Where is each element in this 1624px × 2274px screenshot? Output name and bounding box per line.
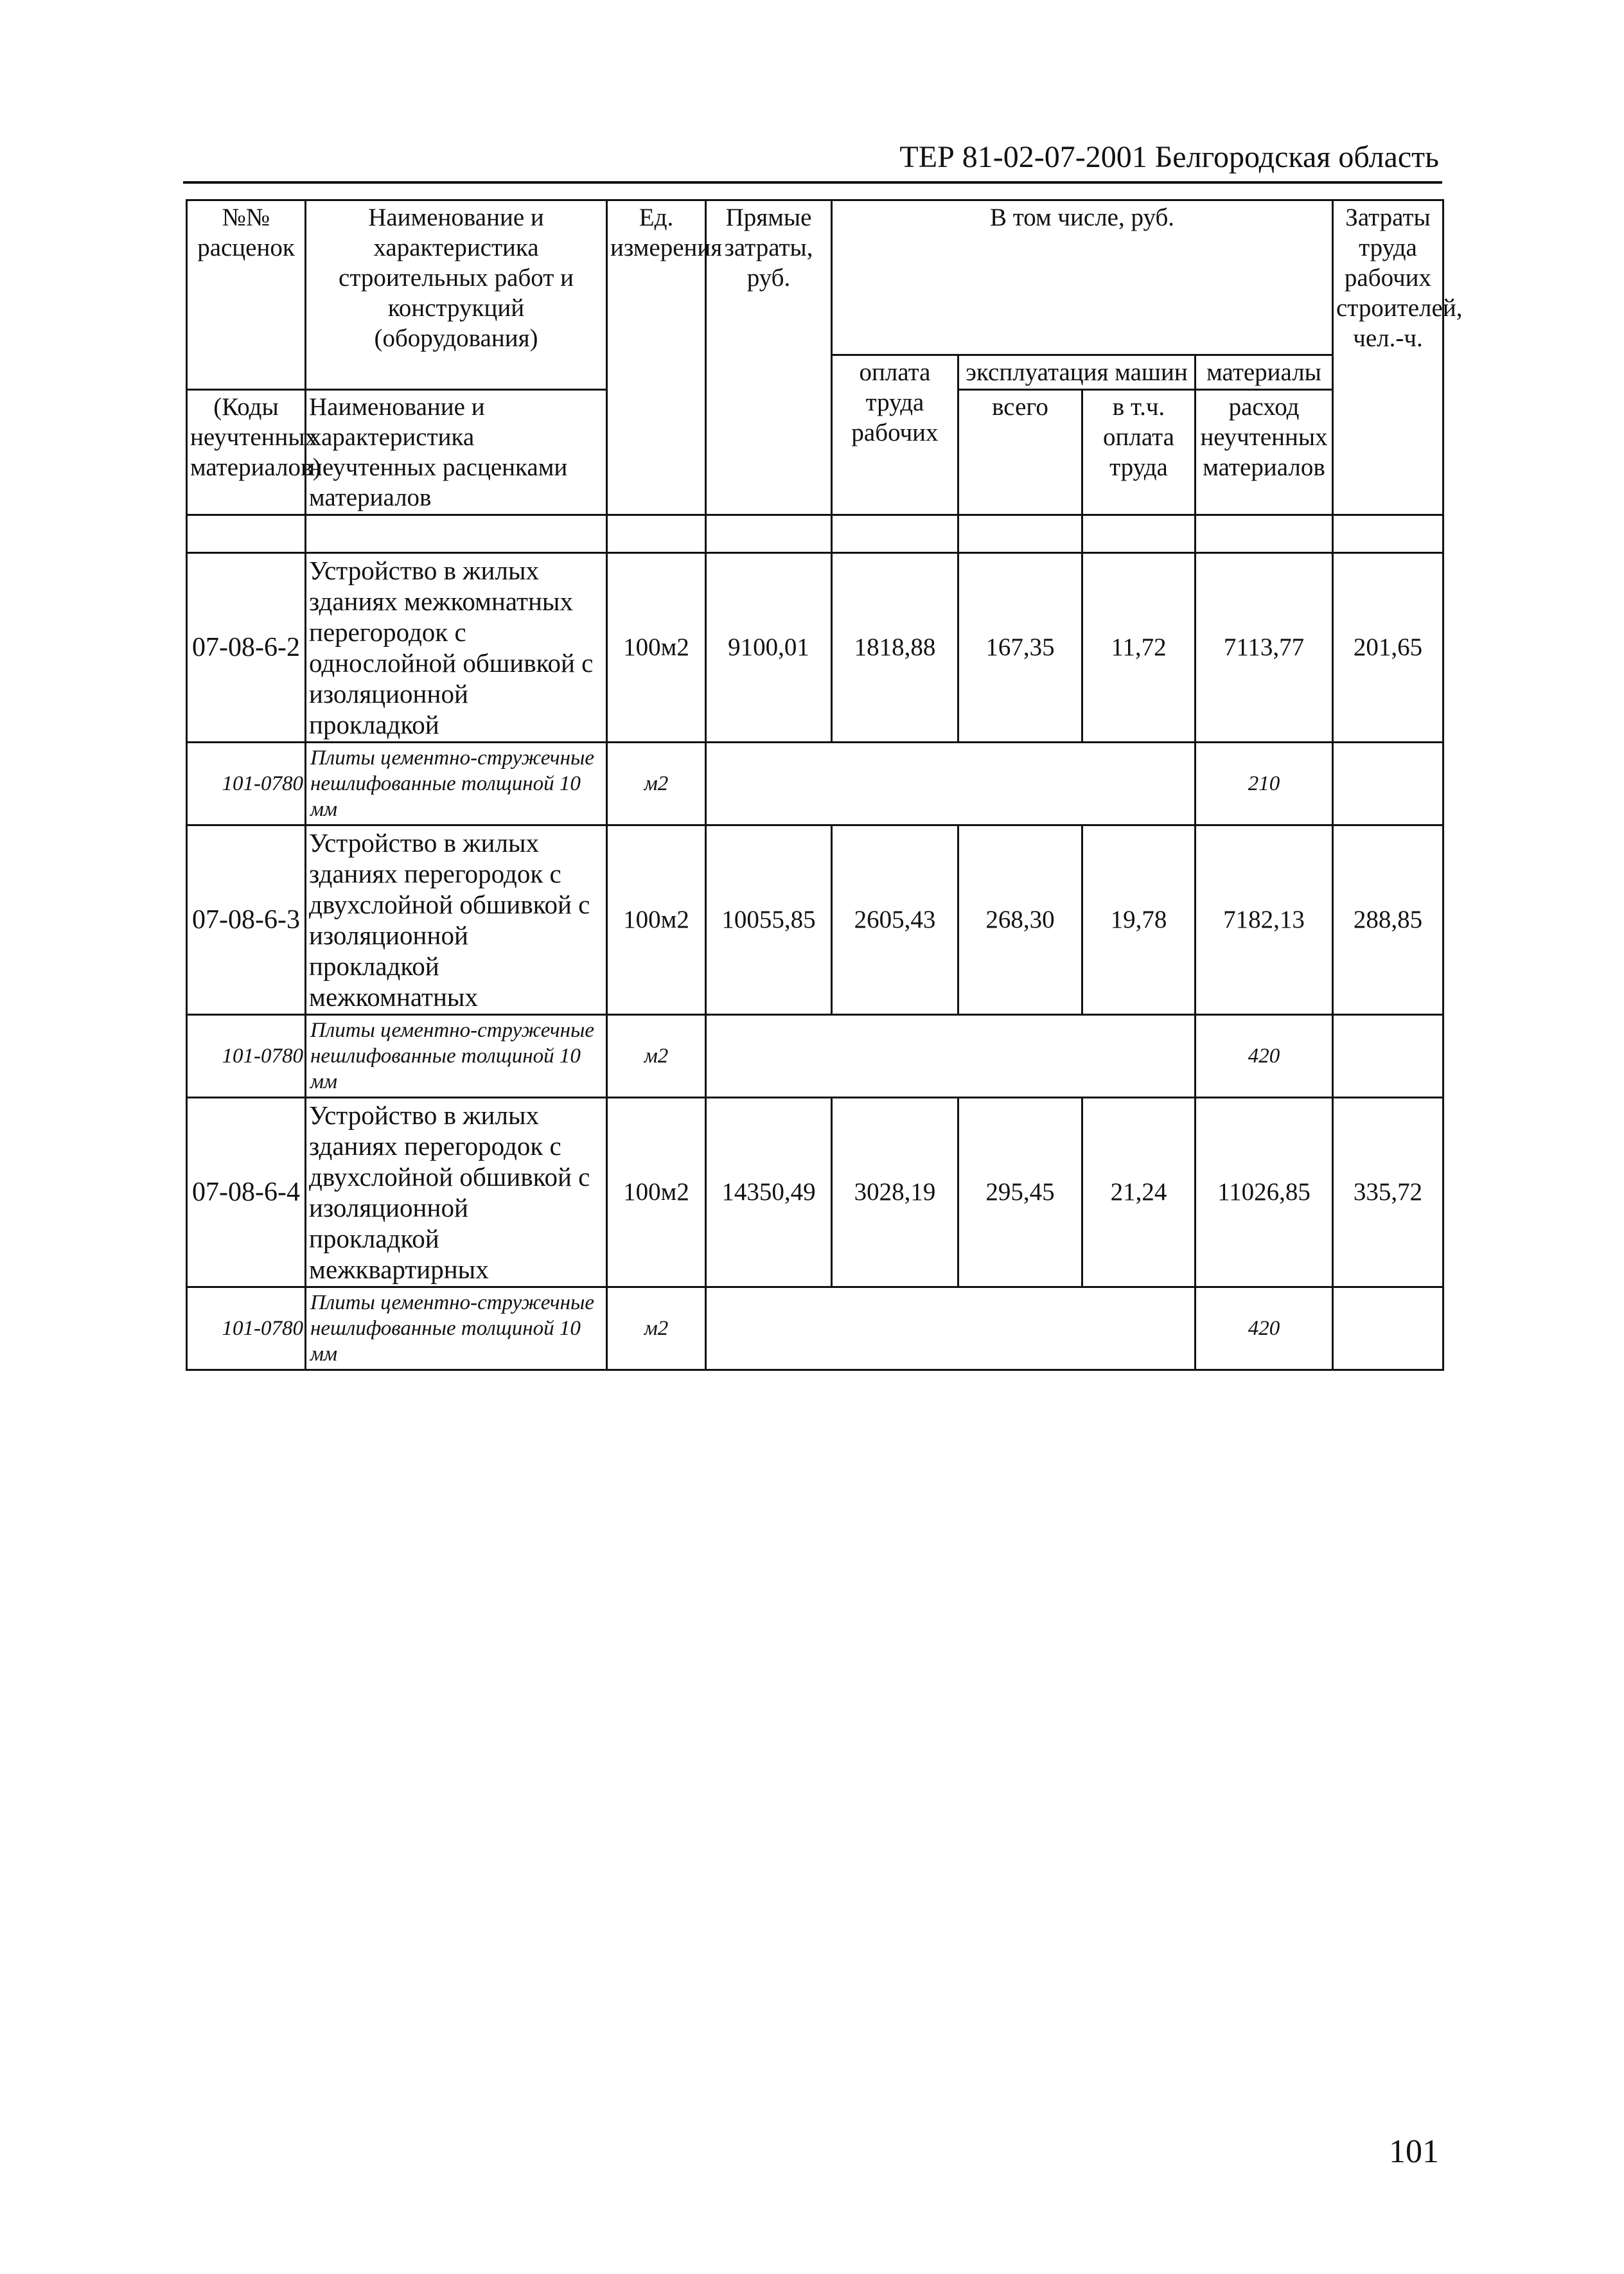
table-row	[187, 552, 1443, 742]
material-quantity: 420	[1196, 1014, 1333, 1097]
labor-costs: 335,72	[1333, 1097, 1443, 1287]
material-labor-blank	[1333, 1014, 1443, 1097]
work-name: Устройство в жилых зданиях перегородок с двухслойной обшивкой с изоляционной прокладкой межкомнатных	[306, 825, 607, 1014]
wages: 2605,43	[832, 825, 958, 1014]
machines-wages: 21,24	[1082, 1097, 1196, 1287]
unit: 100м2	[607, 1097, 706, 1287]
material-row	[187, 1287, 1443, 1370]
materials: 7113,77	[1196, 552, 1333, 742]
machines-total: 167,35	[958, 552, 1082, 742]
material-blank	[706, 1287, 1196, 1370]
work-name: Устройство в жилых зданиях межкомнатных перегородок с однослойной обшивкой с изоляционной прокладкой	[306, 552, 607, 742]
header-rule	[183, 181, 1442, 184]
spacer-row	[187, 515, 1443, 552]
col-header-name: Наименование и характеристика строительных работ и конструкций (оборудования)	[306, 200, 607, 355]
material-name: Плиты цементно-стружечные нешлифованные толщиной 10 мм	[306, 1014, 607, 1097]
material-quantity: 420	[1196, 1287, 1333, 1370]
col-header-unit: Ед. измерения	[607, 200, 706, 515]
material-unit: м2	[607, 1014, 706, 1097]
rate-code: 07-08-6-2	[187, 552, 306, 742]
col-header-materials: материалы	[1196, 355, 1333, 389]
direct-costs: 10055,85	[706, 825, 832, 1014]
col-header-name2: Наименование и характеристика неучтенных расценками материалов	[306, 389, 607, 515]
col-header-machines: эксплуатация машин	[958, 355, 1196, 389]
page-number: 101	[1389, 2133, 1439, 2170]
material-quantity: 210	[1196, 742, 1333, 825]
table-row	[187, 825, 1443, 1014]
wages: 1818,88	[832, 552, 958, 742]
material-unit: м2	[607, 1287, 706, 1370]
material-labor-blank	[1333, 1287, 1443, 1370]
direct-costs: 9100,01	[706, 552, 832, 742]
unit: 100м2	[607, 552, 706, 742]
wages: 3028,19	[832, 1097, 958, 1287]
col-header-name-blank	[306, 355, 607, 389]
table-row	[187, 1097, 1443, 1287]
col-header-mat-unaccounted: расход неучтенных материалов	[1196, 389, 1333, 515]
material-name: Плиты цементно-стружечные нешлифованные толщиной 10 мм	[306, 1287, 607, 1370]
machines-wages: 19,78	[1082, 825, 1196, 1014]
col-header-labor: Затраты труда рабочих строителей, чел.-ч.	[1333, 200, 1443, 515]
col-header-code: №№ расценок	[187, 200, 306, 355]
machines-total: 268,30	[958, 825, 1082, 1014]
col-header-mach-total: всего	[958, 389, 1082, 515]
rate-code: 07-08-6-3	[187, 825, 306, 1014]
material-code: 101-0780	[187, 1014, 306, 1097]
col-header-code-blank	[187, 355, 306, 389]
materials: 7182,13	[1196, 825, 1333, 1014]
direct-costs: 14350,49	[706, 1097, 832, 1287]
rates-table	[186, 199, 1463, 1371]
machines-total: 295,45	[958, 1097, 1082, 1287]
labor-costs: 288,85	[1333, 825, 1443, 1014]
material-unit: м2	[607, 742, 706, 825]
material-blank	[706, 1014, 1196, 1097]
materials: 11026,85	[1196, 1097, 1333, 1287]
col-header-direct: Прямые затраты, руб.	[706, 200, 832, 515]
machines-wages: 11,72	[1082, 552, 1196, 742]
col-header-code2: (Коды неучтенных материалов)	[187, 389, 306, 515]
rate-code: 07-08-6-4	[187, 1097, 306, 1287]
work-name: Устройство в жилых зданиях перегородок с двухслойной обшивкой с изоляционной прокладкой межквартирных	[306, 1097, 607, 1287]
material-code: 101-0780	[187, 742, 306, 825]
unit: 100м2	[607, 825, 706, 1014]
material-blank	[706, 742, 1196, 825]
material-row	[187, 1014, 1443, 1097]
material-labor-blank	[1333, 742, 1443, 825]
material-row	[187, 742, 1443, 825]
col-header-wages: оплата труда рабочих	[832, 355, 958, 515]
col-header-including: В том числе, руб.	[832, 200, 1333, 355]
header-row-1	[187, 200, 1443, 355]
material-name: Плиты цементно-стружечные нешлифованные толщиной 10 мм	[306, 742, 607, 825]
material-code: 101-0780	[187, 1287, 306, 1370]
labor-costs: 201,65	[1333, 552, 1443, 742]
document-header: ТЕР 81-02-07-2001 Белгородская область	[899, 140, 1439, 174]
col-header-mach-wages: в т.ч. оплата труда	[1082, 389, 1196, 515]
